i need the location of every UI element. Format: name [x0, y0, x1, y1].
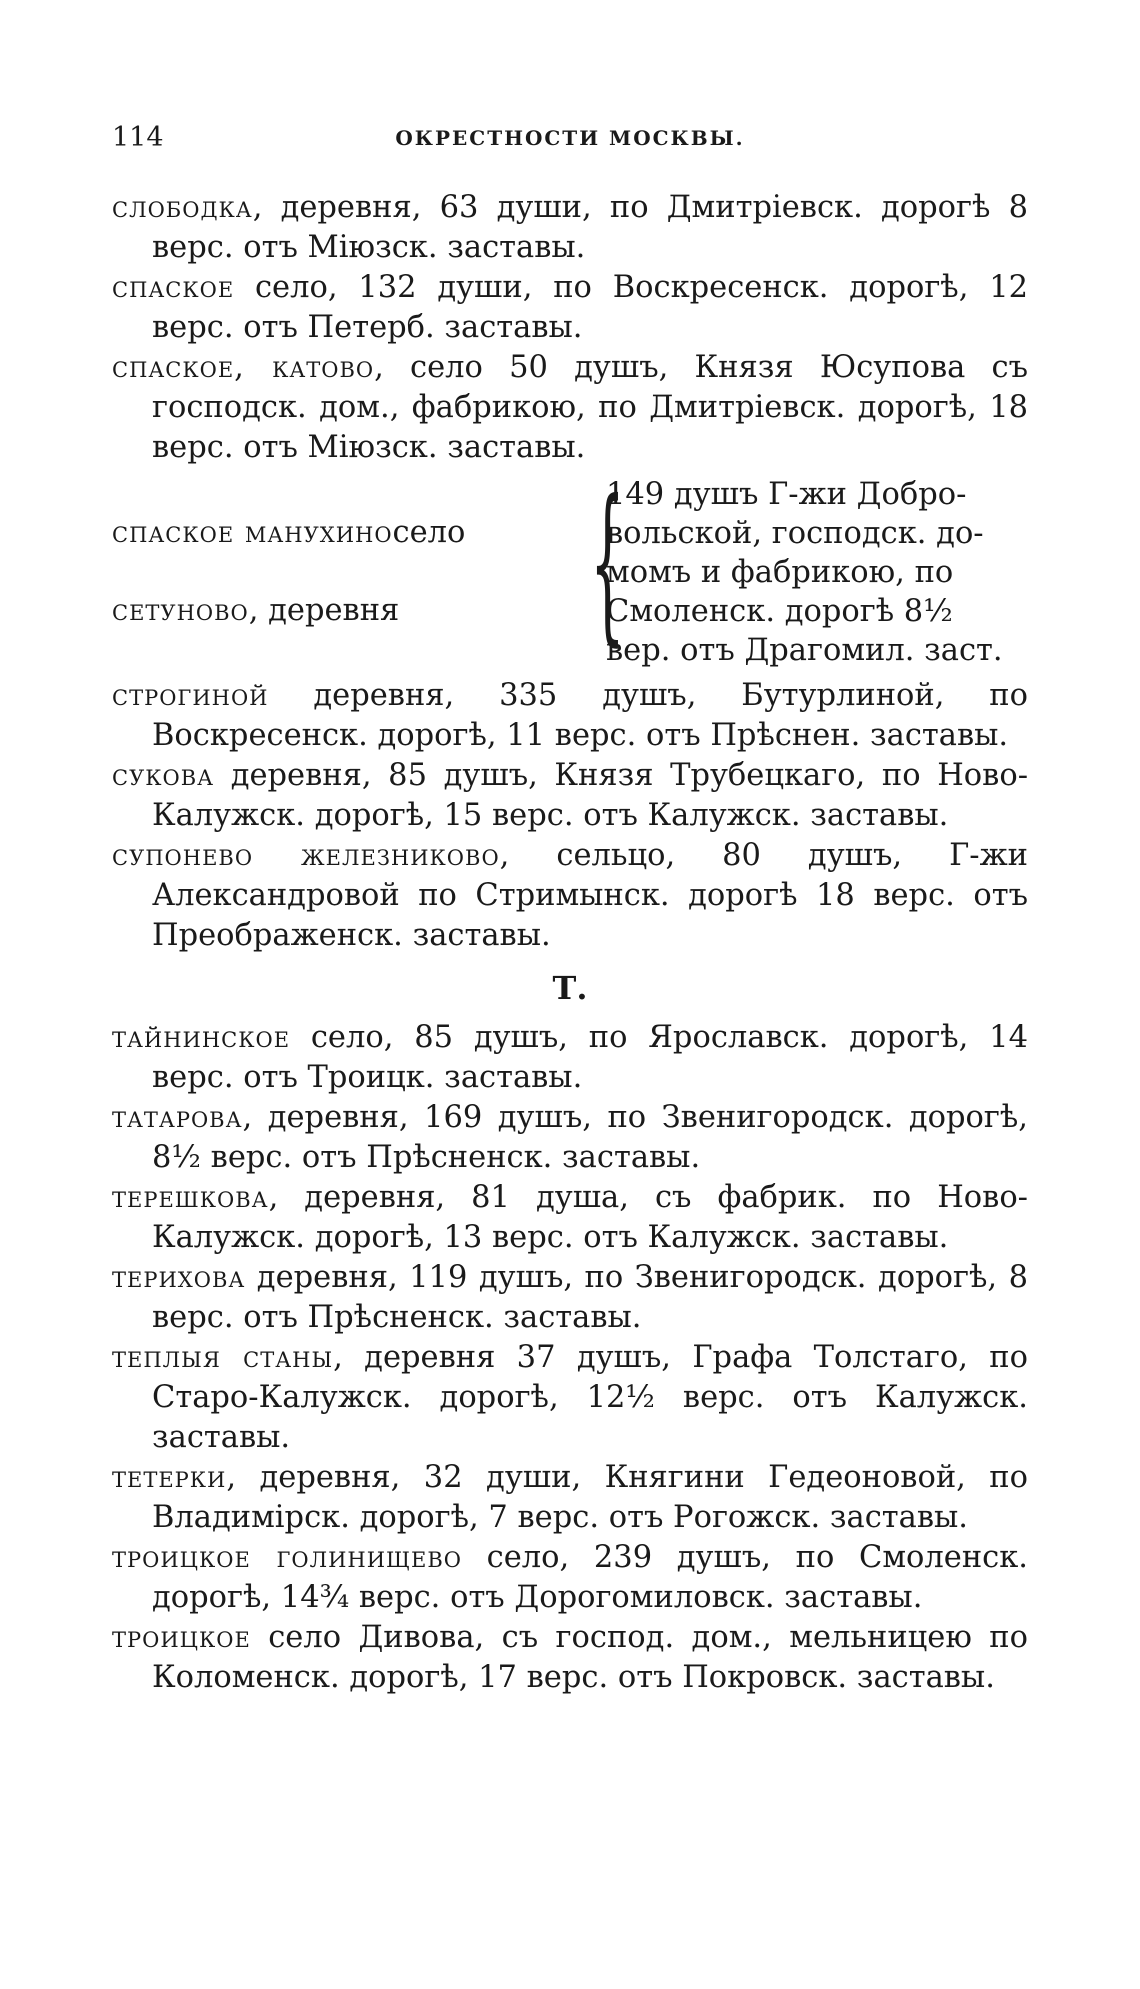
entry-name: строгиной [112, 678, 269, 713]
entry-spaskoe [112, 268, 1028, 348]
entry-suponevo [112, 836, 1028, 956]
entry-teterki [112, 1458, 1028, 1538]
page-header [112, 122, 1028, 162]
entry-text: , деревня, 169 душъ, по Звенигородск. дорогѣ, 8½ верс. отъ Прѣсненск. заставы. [152, 1100, 1028, 1175]
entry-stroginoy [112, 676, 1028, 756]
entry-text: село, 85 душъ, по Ярославск. дорогѣ, 14 верс. отъ Троицк. заставы. [152, 1020, 1028, 1095]
entry-text: , деревня [248, 593, 400, 628]
entry-tatarova [112, 1098, 1028, 1178]
entry-name: спаское [112, 270, 235, 305]
entry-text: , село 50 душъ, Князя Юсупова съ господск. дом., фабрикою, по Дмитріевск. дорогѣ, 18 верс. отъ Міюзск. заставы. [152, 350, 1029, 465]
entry-text: деревня, 119 душъ, по Звенигородск. дорогѣ, 8 верс. отъ Прѣсненск. заставы. [152, 1260, 1028, 1335]
entry-name: тайнинское [112, 1020, 291, 1055]
entry-name: теплыя станы [112, 1340, 334, 1375]
entry-name: тетерки [112, 1460, 227, 1495]
entry-name: сетуново [112, 593, 249, 628]
entry-text: село, 239 душъ, по Смоленск. дорогѣ, 14¾ верс. отъ Дорогомиловск. заставы. [152, 1540, 1028, 1615]
entry-text: село, 132 души, по Воскресенск. дорогѣ, 12 верс. отъ Петерб. заставы. [152, 270, 1028, 345]
braced-entry-group [112, 464, 1028, 670]
entry-text: село Дивова, съ господ. дом., мельницею по Коломенск. дорогѣ, 17 верс. отъ Покровск. заставы. [152, 1620, 1028, 1695]
entry-name: троицкое [112, 1620, 251, 1655]
entry-terikhova [112, 1258, 1028, 1338]
entry-name: спаское манухино [112, 515, 393, 550]
entry-text: деревня, 85 душъ, Князя Трубецкаго, по Ново-Калужск. дорогѣ, 15 верс. отъ Калужск. заставы. [152, 758, 1028, 833]
entry-name: слободка [112, 190, 253, 225]
entry-spaskoe-katovo [112, 348, 1028, 468]
entry-slobodka [112, 188, 1028, 268]
group-entry-manukhino [112, 494, 582, 572]
entry-name: троицкое голинищево [112, 1540, 462, 1575]
section-letter: Т. [552, 969, 588, 1007]
entry-tayninskoe [112, 1018, 1028, 1098]
group-description [606, 475, 1028, 670]
entry-name: сукова [112, 758, 215, 793]
entry-text: , деревня, 63 души, по Дмитріевск. дорогѣ 8 верс. отъ Міюзск. заставы. [152, 190, 1028, 265]
entry-sukova [112, 756, 1028, 836]
entry-text: , сельцо, 80 душъ, Г-жи Александровой по Стримынск. дорогѣ 18 верс. отъ Преображенск. заставы. [152, 838, 1028, 953]
entry-tereshkova [112, 1178, 1028, 1258]
entry-name: терихова [112, 1260, 246, 1295]
entry-text: , деревня 37 душъ, Графа Толстаго, по Старо-Калужск. дорогѣ, 12½ верс. отъ Калужск. заставы. [152, 1340, 1028, 1455]
entry-text: , деревня, 32 души, Княгини Гедеоновой, по Владимірск. дорогѣ, 7 верс. отъ Рогожск. заставы. [152, 1460, 1028, 1535]
desc-line: 149 душъ Г-жи Добро- [606, 476, 967, 512]
entry-text: , деревня, 81 душа, съ фабрик. по Ново-Калужск. дорогѣ, 13 верс. отъ Калужск. заставы. [152, 1180, 1028, 1255]
desc-line: вольской, господск. до- [606, 515, 984, 551]
desc-line: вер. отъ Драгомил. заст. [606, 632, 1003, 668]
entry-name: спаское, катово [112, 350, 375, 385]
entry-troitskoe-divova [112, 1618, 1028, 1698]
entry-text: деревня, 335 душъ, Бутурлиной, по Воскресенск. дорогѣ, 11 верс. отъ Прѣснен. заставы. [152, 678, 1028, 753]
entry-name: супонево железниково [112, 838, 500, 873]
group-entry-setunovo [112, 572, 582, 650]
gazetteer-text [112, 188, 1028, 1698]
entry-troitskoe-golinishchevo [112, 1538, 1028, 1618]
running-title: ОКРЕСТНОСТИ МОСКВЫ. [395, 126, 745, 150]
entry-text: село [392, 515, 466, 550]
group-names [112, 494, 582, 650]
desc-line: Смоленск. дорогѣ 8½ [606, 593, 953, 629]
entry-name: татарова [112, 1100, 243, 1135]
curly-brace: { [590, 464, 625, 662]
entry-name: терешкова [112, 1180, 269, 1215]
desc-line: момъ и фабрикою, по [606, 554, 954, 590]
page-number: 114 [112, 122, 164, 153]
entry-teplyya-stany [112, 1338, 1028, 1458]
